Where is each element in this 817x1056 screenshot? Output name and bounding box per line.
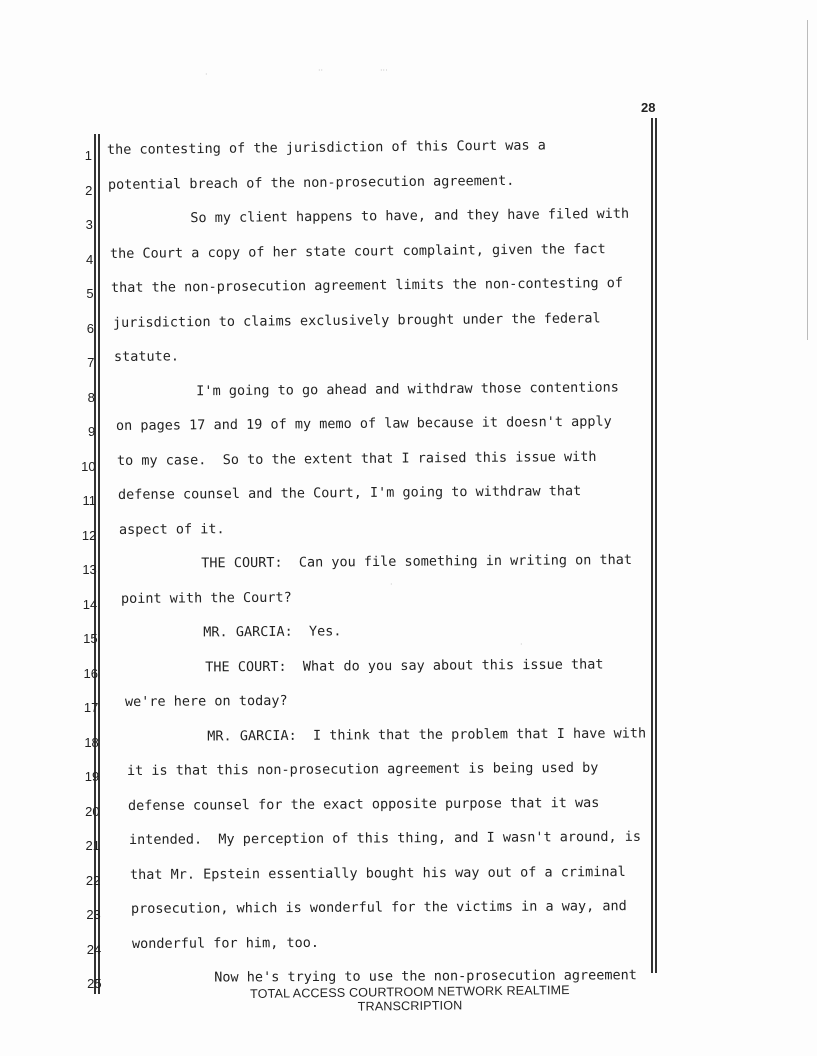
line-number: 22 <box>85 872 101 888</box>
line-number: 8 <box>87 389 95 405</box>
line-number: 1 <box>84 148 92 163</box>
transcript-footer: TOTAL ACCESS COURTROOM NETWORK REALTIME TRANSCRIPTION <box>250 983 570 1014</box>
transcript-line: the contesting of the jurisdiction of this Court was a <box>106 137 546 158</box>
line-number: 25 <box>87 976 102 991</box>
line-number: 9 <box>87 424 96 439</box>
line-number: 13 <box>82 562 97 577</box>
transcript-line: that Mr. Epstein essentially bought his way out of a criminal <box>130 863 626 883</box>
left-margin-rule-inner <box>98 134 100 994</box>
transcript-line: point with the Court? <box>121 589 293 607</box>
scan-edge-line <box>807 20 808 340</box>
line-number: 24 <box>86 941 102 957</box>
transcript-line: jurisdiction to claims exclusively brought under the federal <box>112 309 601 331</box>
scan-speck: ·· <box>318 66 324 75</box>
transcript-line: to my case. So to the extent that I raised this issue with <box>116 448 597 469</box>
transcript-line: So my client happens to have, and they have filed with <box>109 205 630 227</box>
scan-speck: · <box>205 70 208 79</box>
transcript-line: aspect of it. <box>119 520 225 538</box>
line-number: 2 <box>85 182 93 198</box>
line-number: 11 <box>82 493 96 508</box>
line-number: 12 <box>81 527 97 543</box>
line-number: 16 <box>83 665 98 681</box>
right-margin-rule <box>651 118 653 973</box>
line-number: 10 <box>81 458 96 474</box>
line-number: 15 <box>83 631 98 646</box>
transcript-line: THE COURT: Can you file something in writing on that <box>120 551 633 572</box>
transcript-line: Now he's trying to use the non-prosecution agreement <box>133 967 638 986</box>
line-number: 3 <box>85 217 93 232</box>
transcript-line: the Court a copy of her state court complaint, given the fact <box>110 240 607 262</box>
line-number: 20 <box>85 803 100 819</box>
transcript-line: it is that this non-prosecution agreement is being used by <box>126 759 599 779</box>
transcript-line: defense counsel for the exact opposite purpose that it was <box>127 794 600 814</box>
transcript-line: that the non-prosecution agreement limits the non-contesting of <box>111 275 624 296</box>
transcript-line: prosecution, which is wonderful for the victims in a way, and <box>131 898 628 917</box>
transcript-line: THE COURT: What do you say about this issue that <box>123 655 604 676</box>
transcript-line: potential breach of the non-prosecution agreement. <box>108 172 515 193</box>
line-number: 4 <box>85 251 94 267</box>
line-number: 18 <box>84 734 99 750</box>
line-number: 23 <box>86 907 101 922</box>
transcript-line: we're here on today? <box>124 692 288 710</box>
transcript-line: I'm going to go ahead and withdraw those contentions <box>114 378 619 400</box>
line-number: 21 <box>85 838 100 853</box>
transcript-line: MR. GARCIA: I think that the problem that I have with <box>125 724 646 745</box>
line-number: 17 <box>83 700 99 715</box>
right-margin-rule-inner <box>655 118 657 973</box>
line-number: 7 <box>87 355 95 370</box>
transcript-line: on pages 17 and 19 of my memo of law because it doesn't apply <box>115 413 612 434</box>
transcript-line: wonderful for him, too. <box>132 934 320 952</box>
transcript-line: MR. GARCIA: Yes. <box>122 623 342 641</box>
line-number: 19 <box>84 769 100 784</box>
line-number: 5 <box>86 286 94 301</box>
scan-speck: · <box>520 640 523 649</box>
transcript-line: statute. <box>113 348 179 365</box>
line-number: 6 <box>86 320 94 336</box>
scan-speck: · <box>390 580 393 589</box>
transcript-line: intended. My perception of this thing, and I wasn't around, is <box>128 828 642 848</box>
line-number: 14 <box>82 596 98 612</box>
page-number: 28 <box>641 100 656 115</box>
transcript-line: defense counsel and the Court, I'm going to withdraw that <box>117 483 582 503</box>
scan-speck: ··· <box>380 66 388 75</box>
